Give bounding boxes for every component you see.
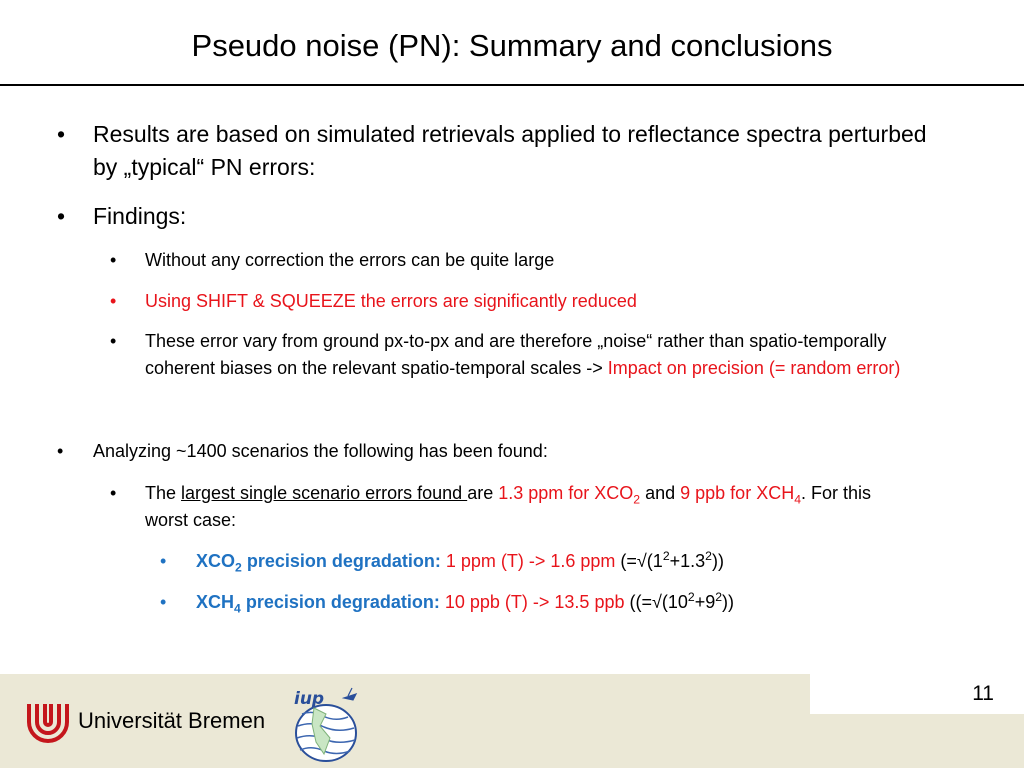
university-bremen-logo-icon <box>24 700 72 746</box>
bullet-marker: • <box>110 331 117 351</box>
iup-logo-text: iup <box>294 689 325 709</box>
bullet-results-text: Results are based on simulated retrievals applied to reflectance spectra perturbed by „typical“ PN errors: <box>93 121 927 180</box>
subbullet-no-correction-text: Without any correction the errors can be quite large <box>145 250 555 270</box>
title-divider <box>0 84 1024 86</box>
largest-errors-underlined: largest single scenario errors found <box>181 483 468 503</box>
subbullet-no-correction <box>110 247 930 274</box>
slide-title: Pseudo noise (PN): Summary and conclusions <box>191 28 833 63</box>
xch4-label: $XCH_4$ precision degradation: <box>196 592 440 616</box>
bullet-marker: • <box>110 483 117 503</box>
bullet-marker: • <box>110 291 117 311</box>
xch4-error-value: 9 ppb for $XCH_4$ <box>680 483 802 507</box>
bullet-analyzing-text: Analyzing ~1400 scenarios the following has been found: <box>93 441 548 461</box>
xch4-precision-value: 10 ppb (T) -> 13.5 ppb <box>439 592 625 612</box>
subbullet-noise-text: These error vary from ground px-to-px and are therefore „noise“ rather than spatio-temporally coherent biases on the relevant spatio-temporal scales -> <box>145 331 887 378</box>
xco2-precision-value: 1 ppm (T) -> 1.6 ppm <box>440 551 616 571</box>
subbullet-shift-squeeze-text: Using SHIFT & SQUEEZE the errors are significantly reduced <box>145 291 637 311</box>
page-number-box <box>810 674 1024 714</box>
impact-precision-text: Impact on precision (= random error) <box>607 358 901 378</box>
largest-errors-are: are <box>467 483 499 503</box>
largest-errors-prefix: The <box>145 483 182 503</box>
bullet-marker: • <box>160 592 167 612</box>
bullet-marker: • <box>57 441 64 461</box>
bullet-marker: • <box>110 250 117 270</box>
bullet-results <box>57 118 937 184</box>
subsubbullet-xco2 <box>160 548 940 575</box>
subbullet-shift-squeeze <box>110 288 930 315</box>
bullet-findings <box>57 200 937 233</box>
xco2-error-value: 1.3 ppm for $XCO_2$ <box>498 483 641 507</box>
xco2-label: $XCO_2$ precision degradation: <box>196 551 441 575</box>
subbullet-noise <box>110 328 910 382</box>
iup-institute-logo-icon <box>288 684 366 764</box>
bullet-findings-text: Findings: <box>93 203 187 229</box>
subsubbullet-xch4 <box>160 589 940 616</box>
university-name: Universität Bremen <box>78 708 266 733</box>
page-number: 11 <box>972 682 994 705</box>
worst-case-text: . For this worst case: <box>145 483 872 530</box>
xch4-formula: ($(=√(10^2+9^2))$ <box>624 590 735 612</box>
and-text: and <box>640 483 681 503</box>
bullet-marker: • <box>160 551 167 571</box>
bullet-marker: • <box>57 203 66 229</box>
subbullet-largest-errors <box>110 480 918 534</box>
xco2-formula: $(=√(1^2+1.3^2))$ <box>615 549 724 571</box>
bullet-marker: • <box>57 121 66 147</box>
bullet-analyzing <box>57 438 937 465</box>
